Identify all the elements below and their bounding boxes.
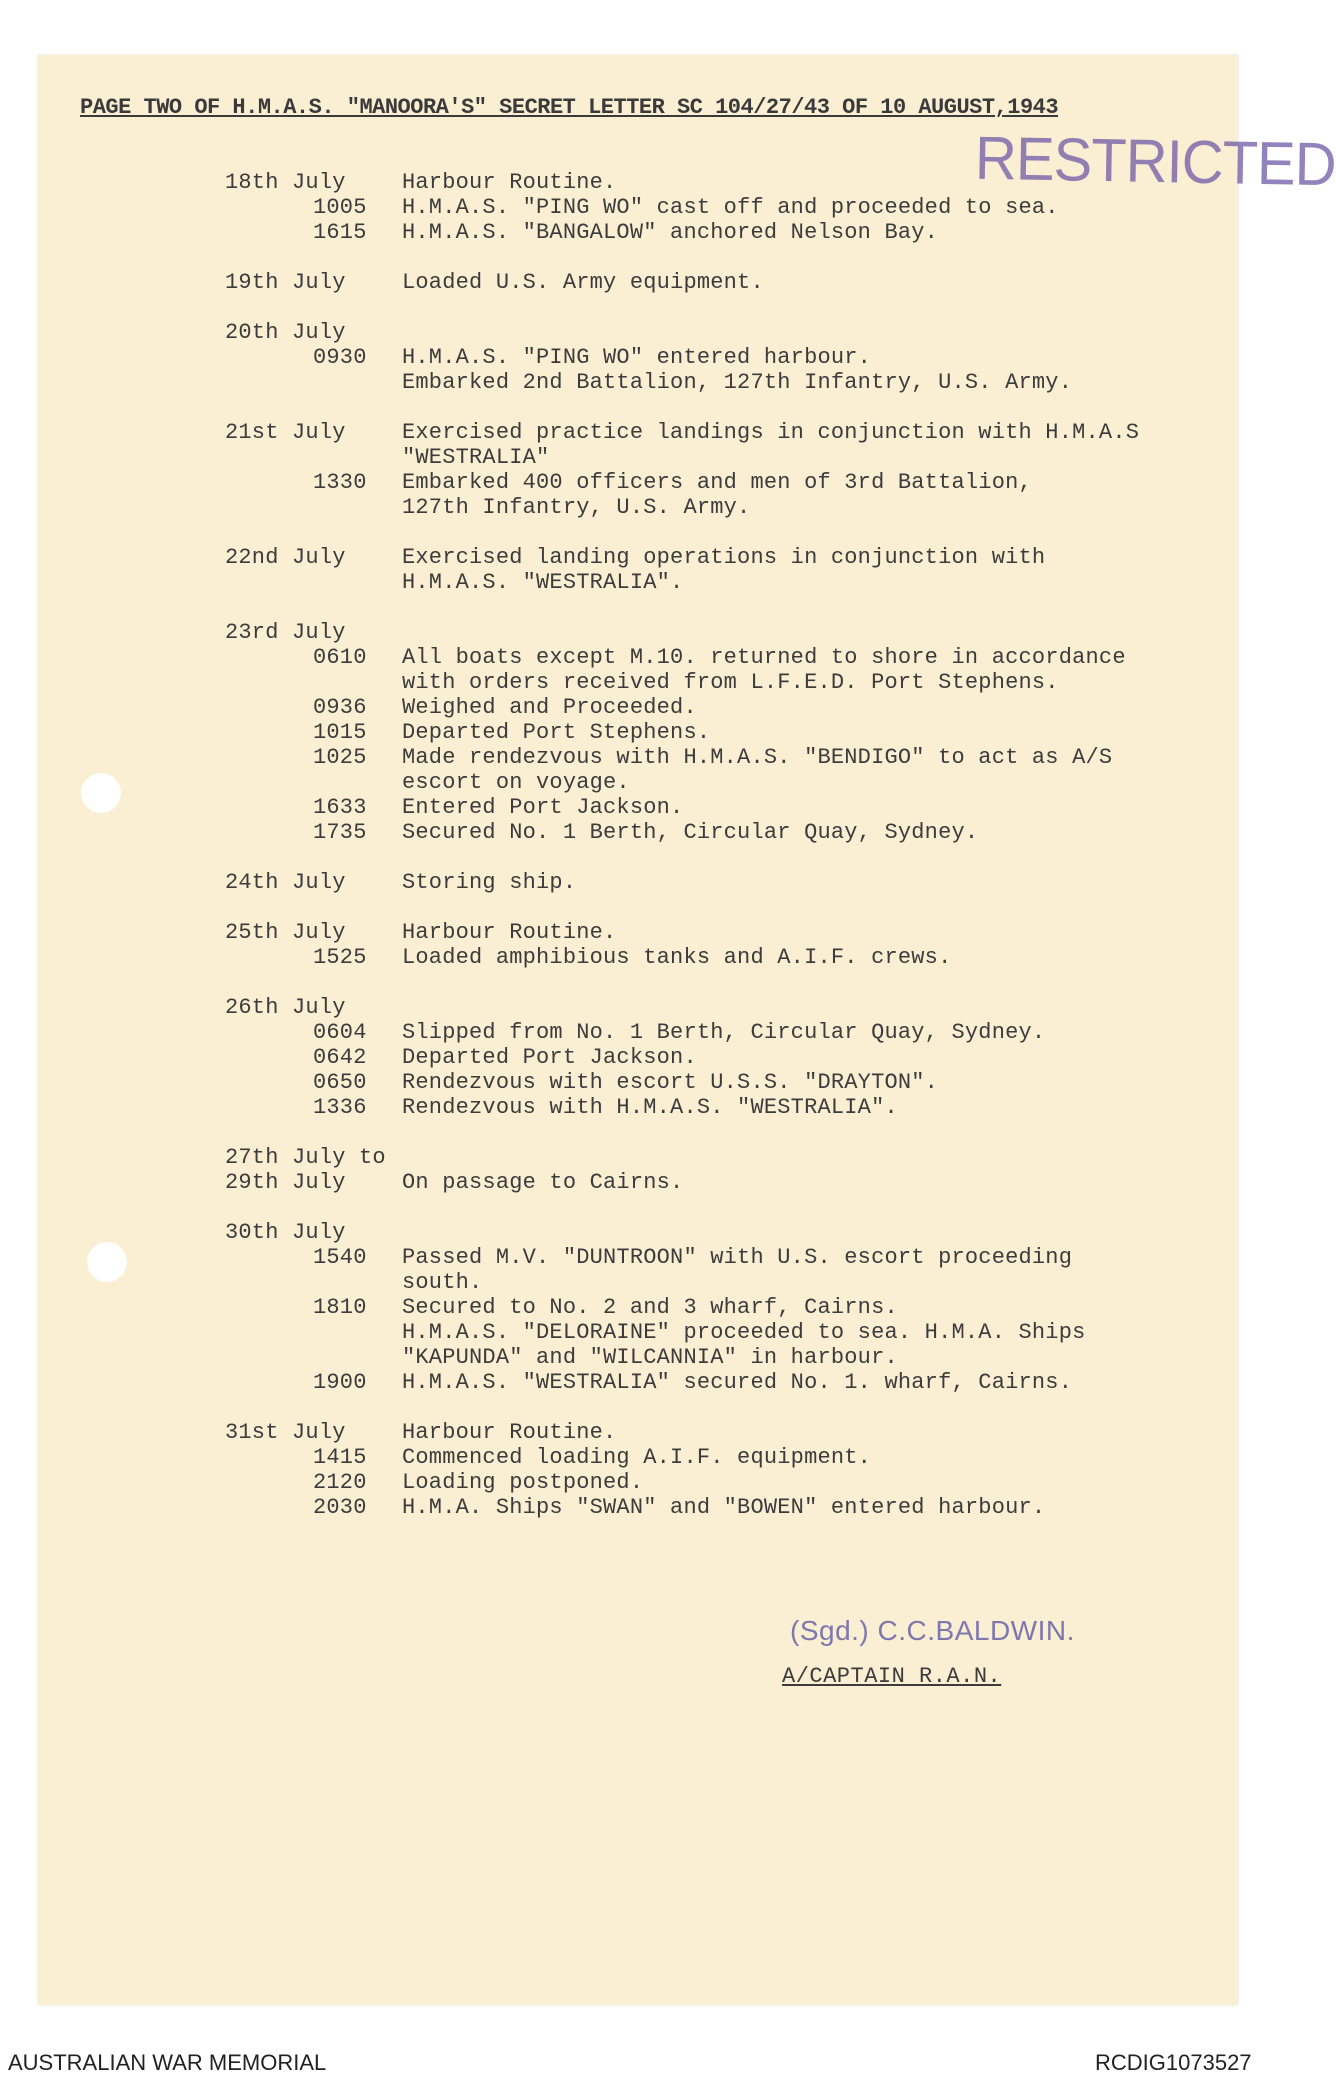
log-entry (0, 270, 1283, 296)
entry-time: 1525 (313, 945, 367, 970)
entry-text: Departed Port Stephens. (402, 720, 711, 745)
entry-text: Storing ship. (402, 870, 577, 895)
entry-text: with orders received from L.F.E.D. Port Stephens. (402, 670, 1059, 695)
log-entry (0, 1020, 1283, 1046)
entry-text: Embarked 2nd Battalion, 127th Infantry, U.S. Army. (402, 370, 1073, 395)
entry-time: 1005 (313, 195, 367, 220)
log-entry (0, 220, 1283, 246)
entry-date: 25th July (225, 920, 346, 945)
entry-time: 1810 (313, 1295, 367, 1320)
entry-text: On passage to Cairns. (402, 1170, 684, 1195)
entry-date: 30th July (225, 1220, 346, 1245)
log-entry (0, 1445, 1283, 1471)
entry-text: Embarked 400 officers and men of 3rd Battalion, (402, 470, 1032, 495)
log-entry (0, 1145, 1283, 1171)
entry-date: 21st July (225, 420, 346, 445)
entry-time: 0642 (313, 1045, 367, 1070)
log-entry (0, 1495, 1283, 1521)
entry-time: 1540 (313, 1245, 367, 1270)
entry-time: 0604 (313, 1020, 367, 1045)
entry-text: H.M.A.S. "WESTRALIA". (402, 570, 684, 595)
entry-text: H.M.A. Ships "SWAN" and "BOWEN" entered harbour. (402, 1495, 1046, 1520)
entry-text: south. (402, 1270, 483, 1295)
entry-date: 18th July (225, 170, 346, 195)
entry-text: Harbour Routine. (402, 920, 617, 945)
log-entry (0, 1220, 1283, 1246)
entry-text: escort on voyage. (402, 770, 630, 795)
signature-title: A/CAPTAIN R.A.N. (782, 1664, 1002, 1689)
entry-date: 23rd July (225, 620, 346, 645)
entry-time: 1330 (313, 470, 367, 495)
entry-text: Exercised practice landings in conjunction with H.M.A.S (402, 420, 1140, 445)
log-entry (0, 1170, 1283, 1196)
log-entry (0, 1270, 1283, 1296)
log-entry (0, 345, 1283, 371)
restricted-stamp: RESTRICTED (974, 124, 1336, 199)
log-entry (0, 870, 1283, 896)
log-entry (0, 1370, 1283, 1396)
entry-date: 20th July (225, 320, 346, 345)
entry-time: 1015 (313, 720, 367, 745)
entry-time: 1025 (313, 745, 367, 770)
entry-text: Loading postponed. (402, 1470, 644, 1495)
entry-time: 2120 (313, 1470, 367, 1495)
log-entry (0, 645, 1283, 671)
entry-date: 27th July to (225, 1145, 386, 1170)
entry-text: Entered Port Jackson. (402, 795, 684, 820)
entry-time: 2030 (313, 1495, 367, 1520)
log-entry (0, 495, 1283, 521)
footer-archive-name: AUSTRALIAN WAR MEMORIAL (8, 2050, 327, 2075)
footer-record-id: RCDIG1073527 (1095, 2050, 1252, 2075)
entry-text: Slipped from No. 1 Berth, Circular Quay, Sydney. (402, 1020, 1046, 1045)
log-entry (0, 1345, 1283, 1371)
entry-text: Loaded amphibious tanks and A.I.F. crews. (402, 945, 952, 970)
log-entry (0, 320, 1283, 346)
entry-text: Harbour Routine. (402, 1420, 617, 1445)
entry-date: 31st July (225, 1420, 346, 1445)
entry-time: 1415 (313, 1445, 367, 1470)
entry-time: 0650 (313, 1070, 367, 1095)
entry-date: 24th July (225, 870, 346, 895)
entry-date: 26th July (225, 995, 346, 1020)
entry-time: 1900 (313, 1370, 367, 1395)
entry-time: 1633 (313, 795, 367, 820)
entry-text: Harbour Routine. (402, 170, 617, 195)
entry-text: Secured No. 1 Berth, Circular Quay, Sydney. (402, 820, 979, 845)
entry-date: 19th July (225, 270, 346, 295)
log-entry (0, 545, 1283, 571)
entry-time: 0610 (313, 645, 367, 670)
log-entry (0, 820, 1283, 846)
log-entry (0, 995, 1283, 1021)
log-entry (0, 195, 1283, 221)
log-entry (0, 420, 1283, 446)
entry-time: 1615 (313, 220, 367, 245)
entry-text: H.M.A.S. "PING WO" entered harbour. (402, 345, 872, 370)
log-entry (0, 370, 1283, 396)
entry-text: "WESTRALIA" (402, 445, 550, 470)
log-entry (0, 770, 1283, 796)
log-entry (0, 1470, 1283, 1496)
log-entry (0, 1045, 1283, 1071)
entry-text: Passed M.V. "DUNTROON" with U.S. escort proceeding (402, 1245, 1073, 1270)
signature: (Sgd.) C.C.BALDWIN. (790, 1615, 1075, 1646)
entry-text: Exercised landing operations in conjunction with (402, 545, 1046, 570)
log-entry (0, 1320, 1283, 1346)
log-entry (0, 570, 1283, 596)
entry-text: All boats except M.10. returned to shore in accordance (402, 645, 1126, 670)
entry-time: 0936 (313, 695, 367, 720)
entry-text: Departed Port Jackson. (402, 1045, 697, 1070)
entry-time: 1336 (313, 1095, 367, 1120)
log-entry (0, 695, 1283, 721)
entry-time: 1735 (313, 820, 367, 845)
entry-time: 0930 (313, 345, 367, 370)
log-entry (0, 1420, 1283, 1446)
log-entry (0, 1070, 1283, 1096)
entry-date: 22nd July (225, 545, 346, 570)
log-entry (0, 620, 1283, 646)
entry-text: 127th Infantry, U.S. Army. (402, 495, 751, 520)
entry-text: Weighed and Proceeded. (402, 695, 697, 720)
log-entry (0, 1295, 1283, 1321)
log-entry (0, 1245, 1283, 1271)
entry-text: Loaded U.S. Army equipment. (402, 270, 764, 295)
entry-text: Rendezvous with escort U.S.S. "DRAYTON". (402, 1070, 939, 1095)
entry-text: H.M.A.S. "BANGALOW" anchored Nelson Bay. (402, 220, 939, 245)
log-entry (0, 720, 1283, 746)
entry-text: "KAPUNDA" and "WILCANNIA" in harbour. (402, 1345, 898, 1370)
log-entry (0, 795, 1283, 821)
log-entry (0, 170, 1283, 196)
document-header: PAGE TWO OF H.M.A.S. "MANOORA'S" SECRET LETTER SC 104/27/43 OF 10 AUGUST,1943 (80, 95, 1059, 120)
log-entry (0, 670, 1283, 696)
entry-text: Secured to No. 2 and 3 wharf, Cairns. (402, 1295, 898, 1320)
entry-text: Commenced loading A.I.F. equipment. (402, 1445, 872, 1470)
entry-text: H.M.A.S. "WESTRALIA" secured No. 1. wharf, Cairns. (402, 1370, 1073, 1395)
entry-text: Made rendezvous with H.M.A.S. "BENDIGO" to act as A/S (402, 745, 1113, 770)
entry-text: Rendezvous with H.M.A.S. "WESTRALIA". (402, 1095, 898, 1120)
log-entry (0, 945, 1283, 971)
entry-date: 29th July (225, 1170, 346, 1195)
log-entry (0, 445, 1283, 471)
entry-text: H.M.A.S. "DELORAINE" proceeded to sea. H.M.A. Ships (402, 1320, 1086, 1345)
log-entry (0, 745, 1283, 771)
log-entry (0, 1095, 1283, 1121)
log-entry (0, 920, 1283, 946)
entry-text: H.M.A.S. "PING WO" cast off and proceeded to sea. (402, 195, 1059, 220)
log-entry (0, 470, 1283, 496)
